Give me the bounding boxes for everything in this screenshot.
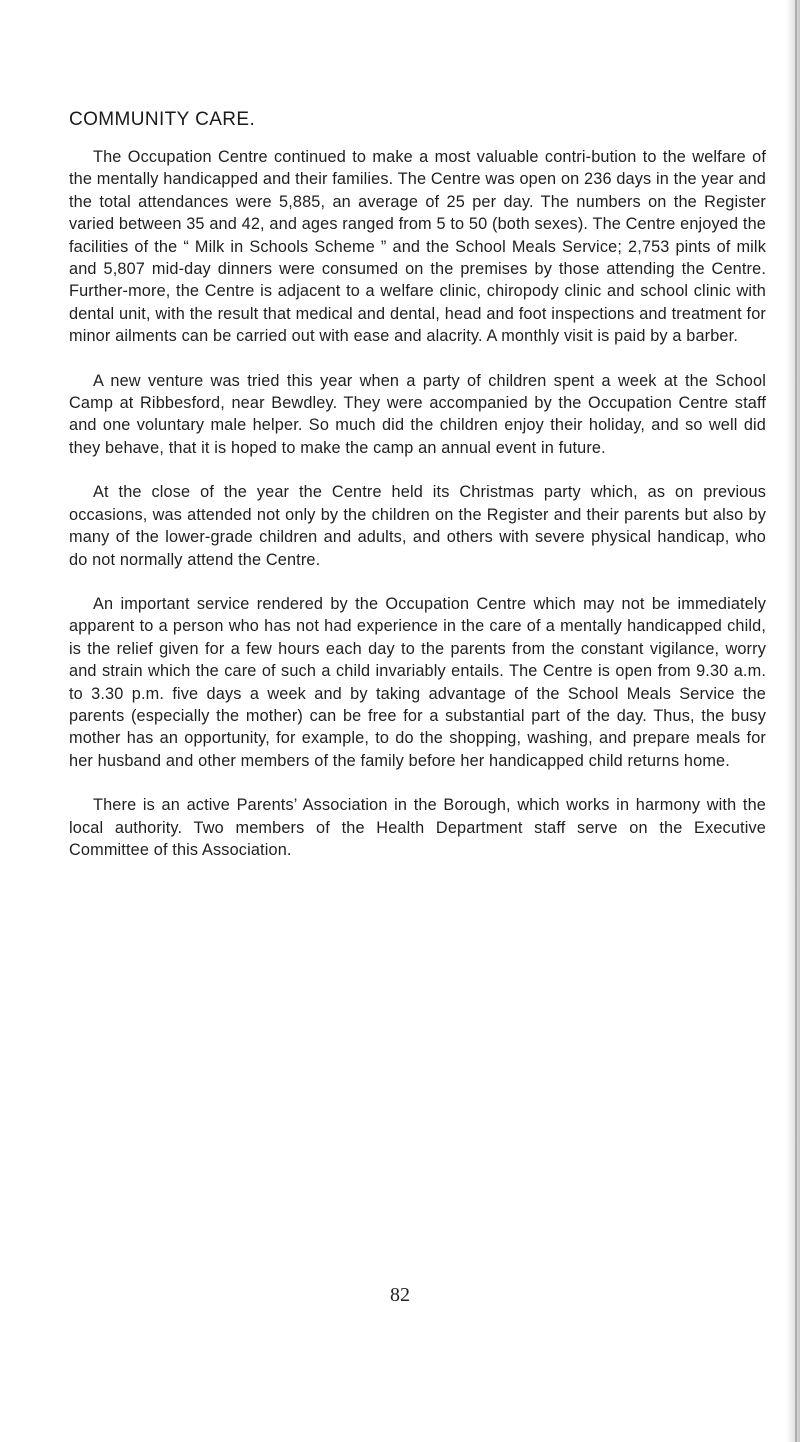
- page-edge-shadow: [786, 0, 800, 1442]
- section-heading: COMMUNITY CARE.: [69, 109, 256, 130]
- paragraph-parent-relief: An important service rendered by the Occupation Centre which may not be immediately apparent to a person who has not had experience in the care of a mentally handicapped child, is the relief given for a few hours each day to the parents from the constant vigilance, worry and strain which the care of such a child invariably entails. The Centre is open from 9.30 a.m. to 3.30 p.m. five days a week and by taking advantage of the School Meals Service the parents (especially the mother) can be free for a substantial part of the day. Thus, the busy mother has an opportunity, for example, to do the shopping, washing, and prepare meals for her husband and other members of the family before her handicapped child returns home.: [69, 594, 766, 770]
- paragraph-parents-association: There is an active Parents’ Association in the Borough, which works in harmony with the local authority. Two members of the Health Department staff serve on the Executive Committee of this Association.: [69, 796, 766, 859]
- page-edge-line: [795, 0, 797, 1442]
- page-number: 82: [390, 1284, 410, 1306]
- paragraph-occupation-centre: The Occupation Centre continued to make a most valuable contri-bution to the welfare of the mentally handicapped and their families. The Centre was open on 236 days in the year and the total attendances were 5,885, an average of 25 per day. The numbers on the Register varied between 35 and 42, and ages ranged from 5 to 50 (both sexes). The Centre enjoyed the facilities of the “ Milk in Schools Scheme ” and the School Meals Service; 2,753 pints of milk and 5,807 mid-day dinners were consumed on the premises by those attending the Centre. Further-more, the Centre is adjacent to a welfare clinic, chiropody clinic and school clinic with dental unit, with the result that medical and dental, head and foot inspections and treatment for minor ailments can be carried out with ease and alacrity. A monthly visit is paid by a barber.: [69, 148, 766, 346]
- paragraph-christmas-party: At the close of the year the Centre held its Christmas party which, as on previous occasions, was attended not only by the children on the Register and their parents but also by many of the lower-grade children and adults, and others with severe physical handicap, who do not normally attend the Centre.: [69, 483, 766, 569]
- body-text: [69, 146, 766, 883]
- paragraph-school-camp: A new venture was tried this year when a party of children spent a week at the School Camp at Ribbesford, near Bewdley. They were accompanied by the Occupation Centre staff and one voluntary male helper. So much did the children enjoy their holiday, and so well did they behave, that it is hoped to make the camp an annual event in future.: [69, 371, 766, 457]
